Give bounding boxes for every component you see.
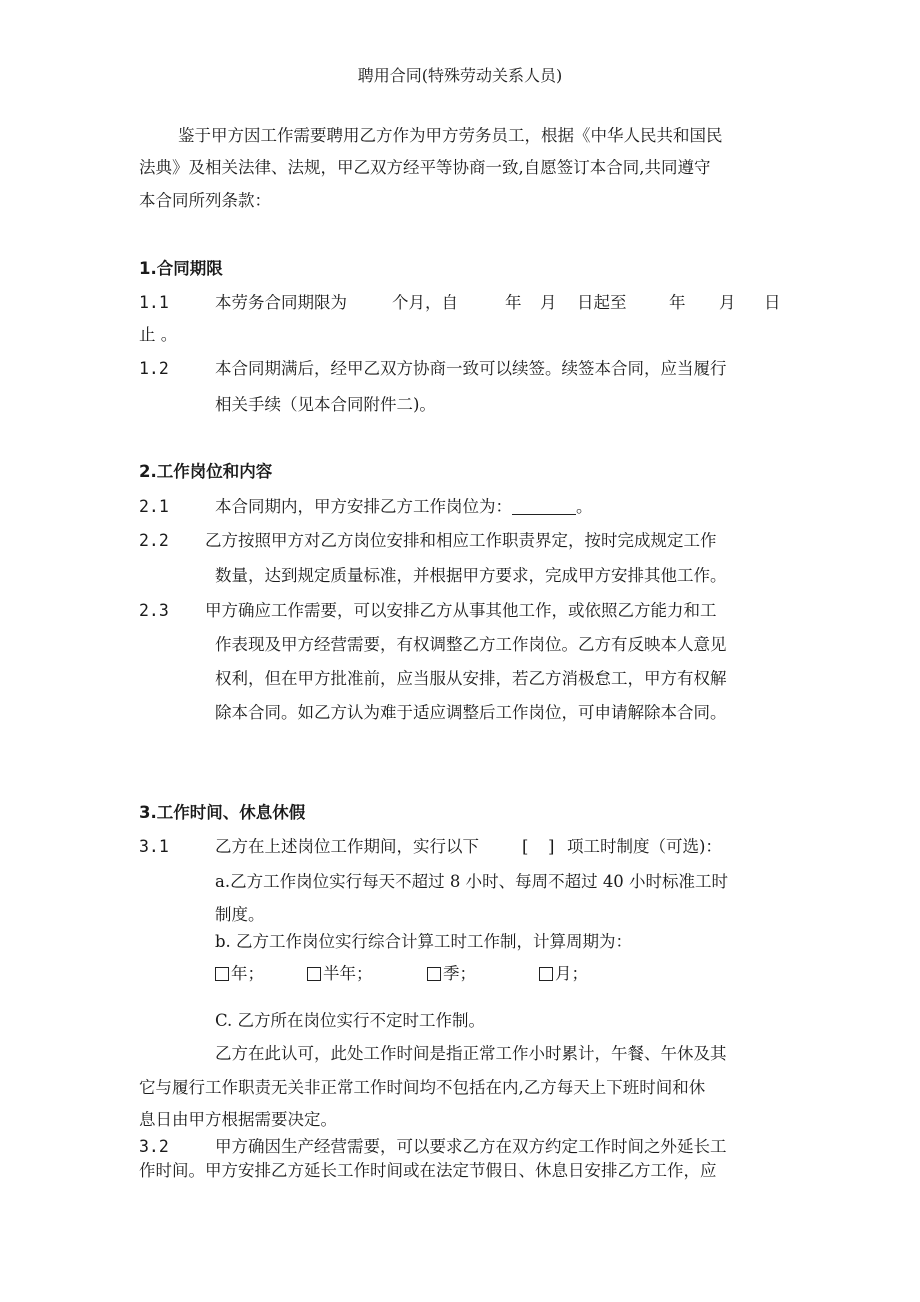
option-bracket-right: ]	[548, 837, 555, 856]
clause-1-1-text-a: 本劳务合同期限为	[215, 293, 347, 312]
clause-1-1-month-end: 月	[719, 293, 736, 312]
option-c-text: C. 乙方所在岗位实行不定时工作制。	[215, 1011, 486, 1030]
clause-2-3-line-3: 权利，但在甲方批准前，应当服从安排，若乙方消极怠工，甲方有权解	[215, 669, 727, 688]
clause-1-1-month: 月	[540, 293, 557, 312]
clause-1-2-number: 1.2	[139, 359, 169, 378]
preamble-line-1: 鉴于甲方因工作需要聘用乙方作为甲方劳务员工，根据《中华人民共和国民	[178, 126, 723, 145]
period-year-label: 年；	[231, 964, 264, 983]
clause-3-2-line-1: 甲方确因生产经营需要，可以要求乙方在双方约定工作时间之外延长工	[215, 1137, 727, 1156]
checkbox-quarter[interactable]	[427, 967, 441, 981]
clause-2-1-number: 2.1	[139, 497, 169, 516]
clause-1-1-tail: 止 。	[139, 325, 178, 344]
checkbox-half-year[interactable]	[307, 967, 321, 981]
section-3-heading: 3.工作时间、休息休假	[139, 803, 306, 822]
clause-2-3-line-1: 甲方确应工作需要，可以安排乙方从事其他工作，或依照乙方能力和工	[205, 601, 717, 620]
checkbox-year[interactable]	[215, 967, 229, 981]
period-month-label: 月；	[555, 964, 588, 983]
clause-2-2-number: 2.2	[139, 531, 169, 550]
option-a-line-2: 制度。	[215, 905, 265, 924]
period-half-year-label: 半年；	[323, 964, 373, 983]
period-quarter-label: 季；	[443, 964, 476, 983]
clause-1-2-line-2: 相关手续（见本合同附件二)。	[215, 395, 436, 414]
clause-1-1-year-end: 年	[669, 293, 686, 312]
clause-1-2-line-1: 本合同期满后，经甲乙双方协商一致可以续签。续签本合同，应当履行	[215, 359, 727, 378]
clause-3-2-number: 3.2	[139, 1137, 169, 1156]
preamble-line-2: 法典》及相关法律、法规，甲乙双方经平等协商一致,自愿签订本合同,共同遵守	[139, 158, 711, 177]
clause-1-1-number: 1.1	[139, 293, 169, 312]
option-bracket-left: [	[522, 837, 529, 856]
checkbox-month[interactable]	[539, 967, 553, 981]
clause-1-1-text-b: 个月，自	[392, 293, 458, 312]
position-blank[interactable]	[512, 498, 576, 515]
clause-2-2-line-1: 乙方按照甲方对乙方岗位安排和相应工作职责界定，按时完成规定工作	[205, 531, 717, 550]
clause-2-3-line-4: 除本合同。如乙方认为难于适应调整后工作岗位，可申请解除本合同。	[215, 703, 727, 722]
clause-3-1-number: 3.1	[139, 837, 169, 856]
document-title: 聘用合同(特殊劳动关系人员)	[357, 66, 563, 85]
note-line-1: 乙方在此认可，此处工作时间是指正常工作小时累计，午餐、午休及其	[215, 1044, 727, 1063]
clause-2-1-text	[215, 495, 593, 519]
preamble-line-3: 本合同所列条款：	[139, 191, 271, 210]
clause-1-1-day-end: 日	[764, 293, 781, 312]
clause-2-1-end: 。	[576, 497, 593, 516]
section-1-heading: 1.合同期限	[139, 259, 223, 278]
option-a-line-1: a.乙方工作岗位实行每天不超过 8 小时、每周不超过 40 小时标准工时	[215, 872, 729, 891]
period-month-option[interactable]	[539, 962, 588, 986]
note-line-2: 它与履行工作职责无关非正常工作时间均不包括在内,乙方每天上下班时间和休	[139, 1078, 706, 1097]
clause-2-3-number: 2.3	[139, 601, 169, 620]
clause-1-1-day-start: 日起至	[577, 293, 627, 312]
period-half-year-option[interactable]	[307, 962, 373, 986]
section-2-heading: 2.工作岗位和内容	[139, 462, 273, 481]
period-year-option[interactable]	[215, 962, 264, 986]
clause-1-1-year: 年	[505, 293, 522, 312]
clause-2-2-line-2: 数量，达到规定质量标准，并根据甲方要求，完成甲方安排其他工作。	[215, 566, 727, 585]
option-b-text: b. 乙方工作岗位实行综合计算工时工作制，计算周期为：	[215, 932, 633, 951]
note-line-3: 息日由甲方根据需要决定。	[139, 1110, 337, 1129]
clause-2-1-label: 本合同期内，甲方安排乙方工作岗位为：	[215, 497, 512, 516]
clause-2-3-line-2: 作表现及甲方经营需要，有权调整乙方工作岗位。乙方有反映本人意见	[215, 635, 727, 654]
period-quarter-option[interactable]	[427, 962, 476, 986]
clause-3-1-text-a: 乙方在上述岗位工作期间，实行以下	[215, 837, 479, 856]
clause-3-1-text-b: 项工时制度（可选)：	[567, 837, 722, 856]
clause-3-2-line-2: 作时间。甲方安排乙方延长工作时间或在法定节假日、休息日安排乙方工作，应	[139, 1161, 717, 1180]
